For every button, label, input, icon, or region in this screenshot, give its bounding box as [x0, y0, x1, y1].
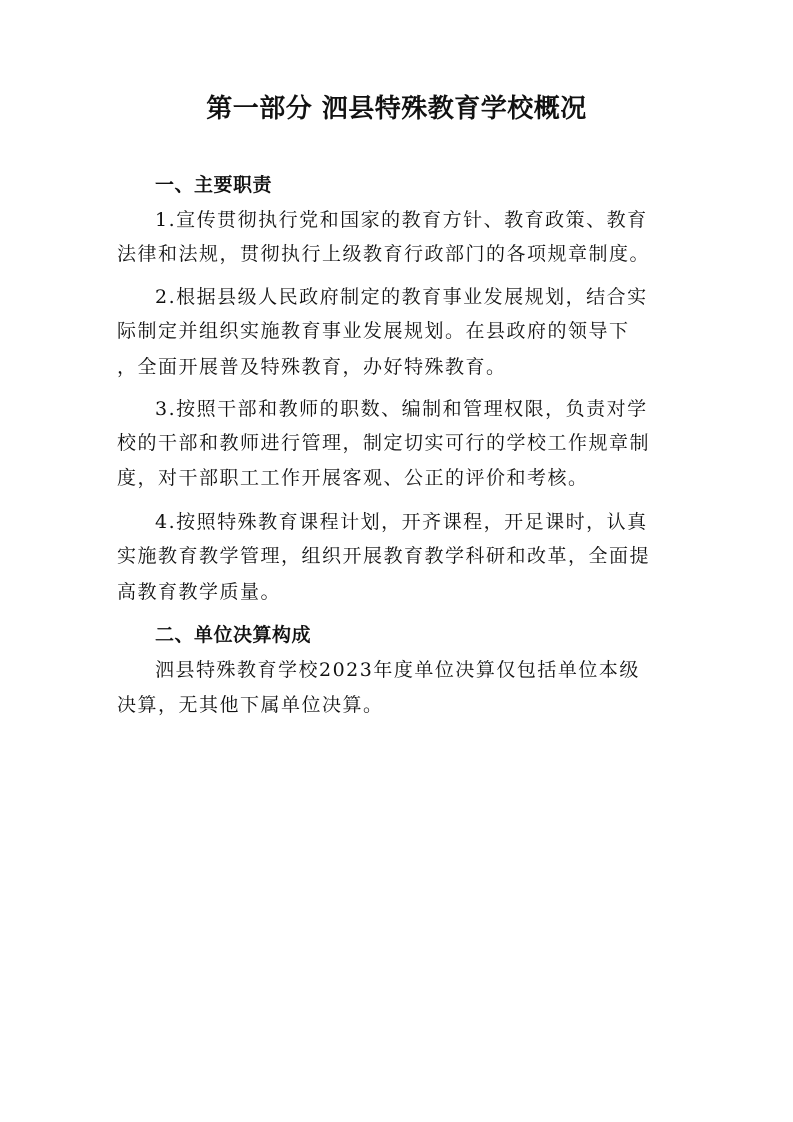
- duty-4-line-1: 4.按照特殊教育课程计划，开齐课程，开足课时，认真: [155, 511, 648, 533]
- section-heading-composition: 二、单位决算构成: [155, 624, 312, 646]
- duty-1-line-1: 1.宣传贯彻执行党和国家的教育方针、教育政策、教育: [155, 209, 648, 231]
- duty-2-line-2: 际制定并组织实施教育事业发展规划。在县政府的领导下: [117, 320, 630, 342]
- composition-line-1: 泗县特殊教育学校2023年度单位决算仅包括单位本级: [155, 659, 640, 681]
- duty-4-line-2: 实施教育教学管理，组织开展教育教学科研和改革，全面提: [117, 545, 651, 567]
- duty-3-line-3: 度，对干部职工工作开展客观、公正的评价和考核。: [117, 467, 589, 489]
- duty-4-line-3: 高教育教学质量。: [117, 581, 282, 603]
- duty-2-line-3: ，全面开展普及特殊教育，办好特殊教育。: [117, 356, 507, 378]
- duty-3-line-2: 校的干部和教师进行管理，制定切实可行的学校工作规章制: [117, 432, 651, 454]
- duty-3-line-1: 3.按照干部和教师的职数、编制和管理权限，负责对学: [155, 398, 648, 420]
- section-heading-duties: 一、主要职责: [155, 174, 273, 196]
- duty-2-line-1: 2.根据县级人民政府制定的教育事业发展规划，结合实: [155, 286, 648, 308]
- composition-line-2: 决算，无其他下属单位决算。: [117, 694, 384, 716]
- duty-1-line-2: 法律和法规，贯彻执行上级教育行政部门的各项规章制度。: [117, 243, 651, 265]
- page-title: 第一部分 泗县特殊教育学校概况: [206, 94, 587, 124]
